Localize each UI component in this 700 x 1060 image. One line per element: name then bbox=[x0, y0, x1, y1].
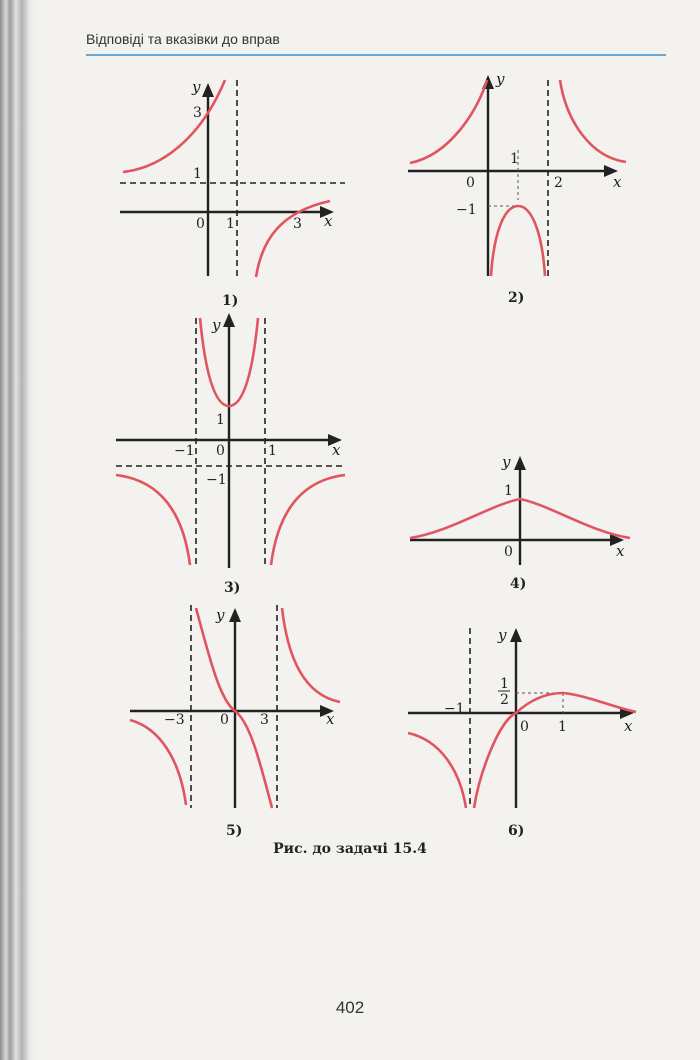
graph-2-x-label: x bbox=[613, 173, 622, 191]
graph-5-y-label: y bbox=[216, 606, 225, 624]
graph-1-origin: 0 bbox=[196, 216, 205, 232]
graph-6-y-arrow bbox=[510, 628, 522, 642]
graph-1-tick-3: 3 bbox=[193, 105, 202, 121]
graph-6-x-tick-1: 1 bbox=[558, 719, 567, 735]
graph-5-x-tick-3: 3 bbox=[260, 712, 269, 728]
graph-3-tick-1: 1 bbox=[216, 412, 225, 428]
graph-2 bbox=[408, 70, 626, 306]
graph-6-right-branch bbox=[474, 693, 636, 808]
graph-6-y-label: y bbox=[498, 626, 507, 644]
graph-5-origin: 0 bbox=[220, 712, 229, 728]
graph-4-x-label: x bbox=[616, 542, 625, 560]
graph-3 bbox=[116, 313, 345, 596]
graph-4-caption: 4) bbox=[510, 576, 527, 592]
graph-6-origin: 0 bbox=[520, 719, 529, 735]
graph-6-fraction-denominator: 2 bbox=[500, 692, 509, 708]
running-head: Відповіді та вказівки до вправ bbox=[86, 31, 280, 47]
page-number: 402 bbox=[335, 998, 365, 1017]
graph-3-y-arrow bbox=[223, 313, 235, 327]
graph-5-caption: 5) bbox=[226, 823, 243, 839]
graph-3-x-tick-1: 1 bbox=[268, 443, 277, 459]
graph-2-y-tick-minus-1: −1 bbox=[456, 202, 477, 218]
graph-2-middle-branch bbox=[491, 206, 545, 276]
graph-2-left-branch bbox=[410, 80, 487, 163]
graph-3-x-label: x bbox=[332, 441, 341, 459]
graph-6-caption: 6) bbox=[508, 823, 525, 839]
graph-3-caption: 3) bbox=[224, 580, 241, 596]
graph-6-x-tick-minus-1: −1 bbox=[444, 701, 465, 717]
graph-6-x-label: x bbox=[624, 717, 633, 735]
graph-2-caption: 2) bbox=[508, 290, 525, 306]
graph-3-y-tick-minus-1: −1 bbox=[206, 472, 227, 488]
graph-5-y-arrow bbox=[229, 608, 241, 622]
graph-2-tick-1: 1 bbox=[510, 151, 519, 167]
graph-2-right-branch bbox=[560, 80, 626, 162]
graph-1-x-tick-1: 1 bbox=[226, 216, 235, 232]
graph-2-y-label: y bbox=[496, 70, 505, 88]
graph-1-y-arrow bbox=[202, 83, 214, 97]
graph-4-origin: 0 bbox=[504, 544, 513, 560]
graph-1-x-tick-3: 3 bbox=[293, 216, 302, 232]
graph-4-y-label: y bbox=[502, 453, 511, 471]
graph-4-tick-1: 1 bbox=[504, 483, 513, 499]
graph-3-right-branch bbox=[271, 475, 345, 565]
graph-1-y-label: y bbox=[192, 78, 201, 96]
graph-4-y-arrow bbox=[514, 456, 526, 470]
graph-2-origin: 0 bbox=[466, 175, 475, 191]
graph-3-x-tick-minus-1: −1 bbox=[174, 443, 195, 459]
graph-3-left-branch bbox=[116, 475, 190, 565]
graph-6 bbox=[408, 626, 636, 839]
graph-2-x-tick-2: 2 bbox=[554, 175, 563, 191]
graph-3-y-label: y bbox=[212, 316, 221, 334]
graph-5 bbox=[130, 605, 340, 839]
graph-5-right-branch bbox=[282, 608, 340, 702]
graph-5-left-branch bbox=[130, 720, 186, 805]
graph-1-x-label: x bbox=[324, 212, 333, 230]
graph-3-origin: 0 bbox=[216, 443, 225, 459]
figure-caption: Рис. до задачі 15.4 bbox=[273, 841, 427, 857]
graph-6-left-branch bbox=[408, 733, 466, 808]
graph-1 bbox=[120, 78, 345, 309]
graph-5-x-label: x bbox=[326, 710, 335, 728]
graph-1-tick-1: 1 bbox=[193, 166, 202, 182]
graph-4 bbox=[410, 453, 630, 592]
graph-1-caption: 1) bbox=[222, 293, 239, 309]
graph-6-fraction-numerator: 1 bbox=[500, 676, 509, 692]
graph-5-x-tick-minus-3: −3 bbox=[164, 712, 185, 728]
